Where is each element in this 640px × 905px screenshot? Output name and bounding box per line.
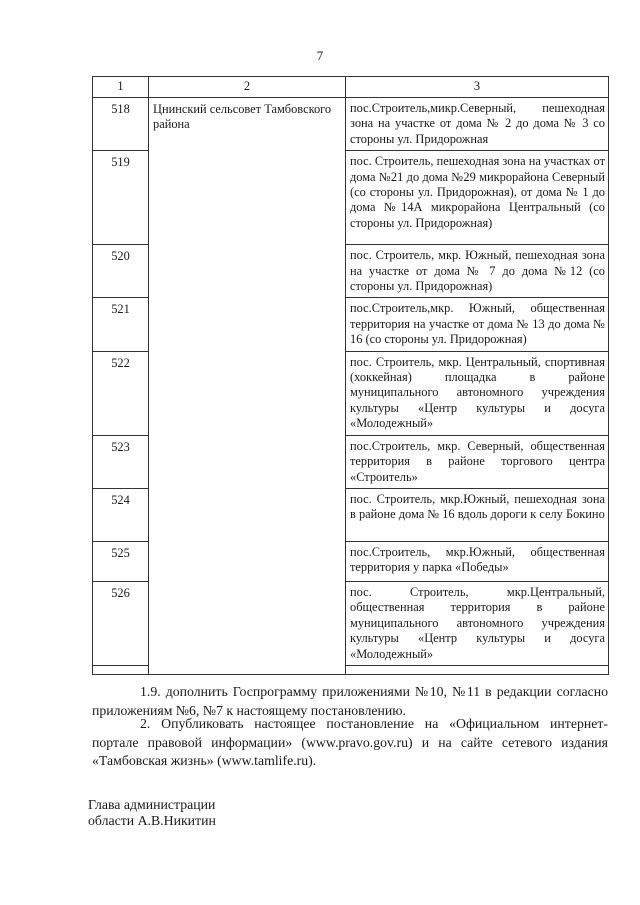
row-description: пос.Строитель,микр.Северный, пешеходная зона на участке от дома № 2 до дома № 3 со стороны ул. Придорожная [346,98,609,151]
header-col-3: 3 [346,77,609,98]
row-description: пос.Строитель, мкр.Южный, общественная территория у парка «Победы» [346,541,609,581]
row-number: 526 [93,581,149,665]
row-number: 520 [93,245,149,298]
signature-block [88,797,216,829]
row-number: 522 [93,351,149,435]
row-number: 524 [93,488,149,541]
row-number: 523 [93,435,149,488]
row-description: пос.Строитель, мкр. Северный, общественная территория в районе торгового центра «Строитель» [346,435,609,488]
row-description: пос. Строитель, мкр. Центральный, спортивная (хоккейная) площадка в районе муниципального автономного учреждения культуры «Центр культуры и досуга «Молодежный» [346,351,609,435]
row-number: 521 [93,298,149,351]
table-header-row [93,77,609,98]
spacer-cell [93,665,149,674]
paragraph-publication: 2. Опубликовать настоящее постановление на «Официальном интернет-портале правовой информации» (www.pravo.gov.ru) и на сайте сетевого издания «Тамбовская жизнь» (www.tamlife.ru). [92,716,608,769]
row-description: пос. Строитель, пешеходная зона на участках от дома №21 до дома №29 микрорайона Северный (со стороны ул. Придорожная), от дома № 1 до дома №14А микрорайона Центральный (со стороны ул. Придорожная) [346,151,609,245]
row-description: пос. Строитель, мкр. Южный, пешеходная зона на участке от дома № 7 до дома №12 (со стороны ул. Придорожная) [346,245,609,298]
header-col-2: 2 [149,77,346,98]
row-description: пос. Строитель, мкр.Южный, пешеходная зона в районе дома № 16 вдоль дороги к селу Бокино [346,488,609,541]
row-number: 518 [93,98,149,151]
spacer-cell [346,665,609,674]
territory-table [92,76,609,675]
district-name: Цнинский сельсовет Тамбовского района [149,98,346,675]
row-number: 519 [93,151,149,245]
paragraph-amendment: 1.9. дополнить Госпрограмму приложениями №10, №11 в редакции согласно приложениям №6, №7 к настоящему постановлению. [92,684,608,718]
signature-title: Глава администрации [88,797,216,812]
header-col-1: 1 [93,77,149,98]
table-row [93,98,609,151]
row-description: пос.Строитель,мкр. Южный, общественная территория на участке от дома № 13 до дома № 16 (со стороны ул. Придорожная) [346,298,609,351]
signature-name: области А.В.Никитин [88,813,216,828]
row-description: пос. Строитель, мкр.Центральный, общественная территория в районе муниципального автономного учреждения культуры «Центр культуры и досуга «Молодежный» [346,581,609,665]
row-number: 525 [93,541,149,581]
page-number: 7 [316,48,324,63]
